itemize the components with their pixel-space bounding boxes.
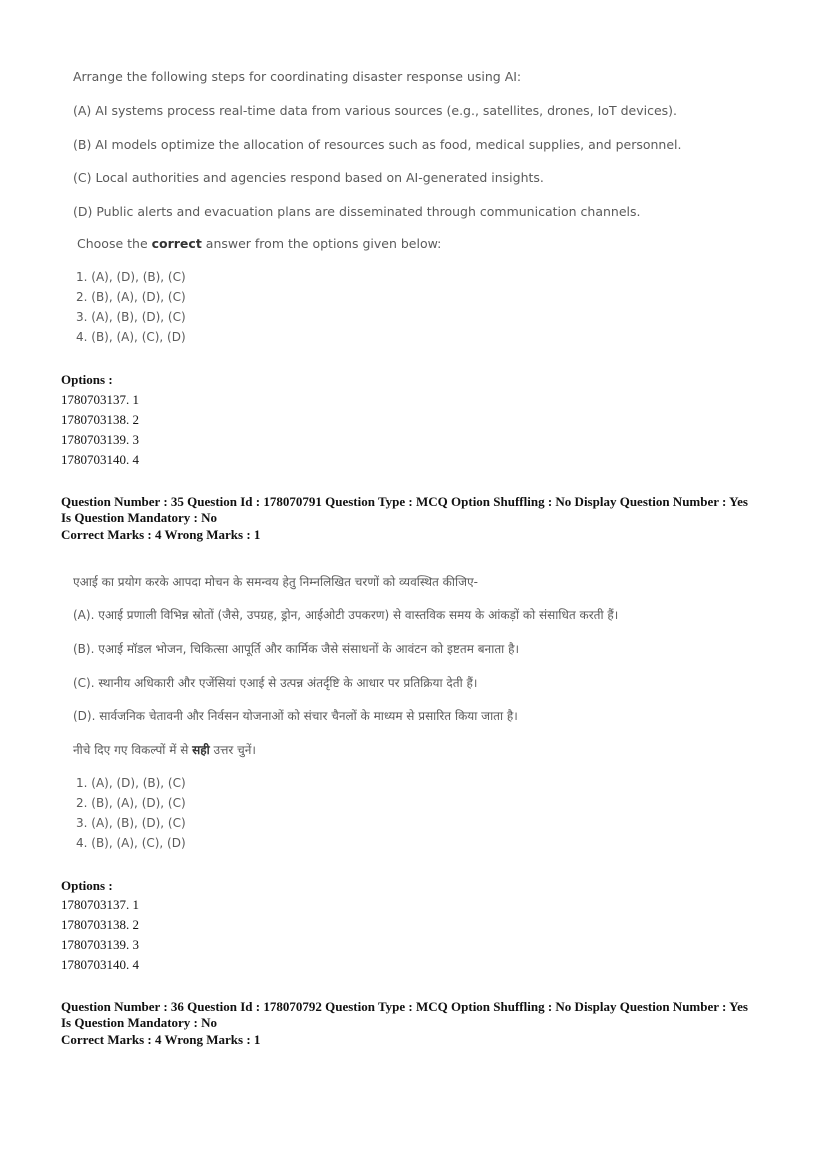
answer-option-3: 3. (A), (B), (D), (C) [76,816,186,830]
step-d-hindi: (D). सार्वजनिक चेतावनी और निर्वसन योजनाओं को संचार चैनलों के माध्यम से प्रसारित किया जाता है। [73,709,518,723]
choose-text-post: answer from the options given below: [201,236,442,251]
option-id-4: 1780703140. 4 [61,452,139,467]
answer-option-3: 3. (A), (B), (D), (C) [76,310,186,324]
step-c-hindi: (C). स्थानीय अधिकारी और एजेंसियां एआई से उत्पन्न अंतर्दृष्टि के आधार पर प्रतिक्रिया देती हैं। [73,676,478,690]
choose-text-post-hindi: उत्तर चुनें। [209,743,256,757]
answer-option-1: 1. (A), (D), (B), (C) [76,776,186,790]
answer-option-2: 2. (B), (A), (D), (C) [76,290,186,304]
option-id-1: 1780703137. 1 [61,897,139,912]
question-info-line: Question Number : 36 Question Id : 178070792 Question Type : MCQ Option Shuffling : No Display Question Number : Yes [61,999,748,1014]
answer-option-1: 1. (A), (D), (B), (C) [76,270,186,284]
options-label: Options : [61,372,113,387]
option-id-2: 1780703138. 2 [61,917,139,932]
choose-instruction-hindi [73,741,256,758]
choose-instruction [77,236,441,251]
option-id-1: 1780703137. 1 [61,392,139,407]
mandatory-line: Is Question Mandatory : No [61,510,218,525]
question-stem-hindi: एआई का प्रयोग करके आपदा मोचन के समन्वय हेतु निम्नलिखित चरणों को व्यवस्थित कीजिए- [73,575,478,589]
option-id-3: 1780703139. 3 [61,937,139,952]
answer-option-4: 4. (B), (A), (C), (D) [76,330,186,344]
step-a-hindi: (A). एआई प्रणाली विभिन्न स्रोतों (जैसे, उपग्रह, ड्रोन, आईओटी उपकरण) से वास्तविक समय के आंकड़ों को संसाधित करती हैं। [73,608,619,622]
question-stem: Arrange the following steps for coordinating disaster response using AI: [73,69,522,84]
marks-line: Correct Marks : 4 Wrong Marks : 1 [61,527,261,542]
marks-line: Correct Marks : 4 Wrong Marks : 1 [61,1032,261,1047]
option-id-2: 1780703138. 2 [61,412,139,427]
step-c: (C) Local authorities and agencies respond based on AI-generated insights. [73,170,544,185]
answer-option-4: 4. (B), (A), (C), (D) [76,836,186,850]
mandatory-line: Is Question Mandatory : No [61,1015,218,1030]
step-b: (B) AI models optimize the allocation of resources such as food, medical supplies, and personnel. [73,137,682,152]
choose-text-pre-hindi: नीचे दिए गए विकल्पों में से [73,743,193,757]
choose-text-bold: correct [151,236,202,251]
step-a: (A) AI systems process real-time data from various sources (e.g., satellites, drones, IoT devices). [73,103,678,118]
choose-text-bold-hindi: सही [192,743,210,757]
step-b-hindi: (B). एआई मॉडल भोजन, चिकित्सा आपूर्ति और कार्मिक जैसे संसाधनों के आवंटन को इष्टतम बनाता है। [73,642,520,656]
step-d: (D) Public alerts and evacuation plans are disseminated through communication channels. [73,204,641,219]
options-label: Options : [61,878,113,893]
option-id-4: 1780703140. 4 [61,957,139,972]
answer-option-2: 2. (B), (A), (D), (C) [76,796,186,810]
option-id-3: 1780703139. 3 [61,432,139,447]
choose-text-pre: Choose the [77,236,152,251]
question-info-line: Question Number : 35 Question Id : 178070791 Question Type : MCQ Option Shuffling : No Display Question Number : Yes [61,494,748,509]
